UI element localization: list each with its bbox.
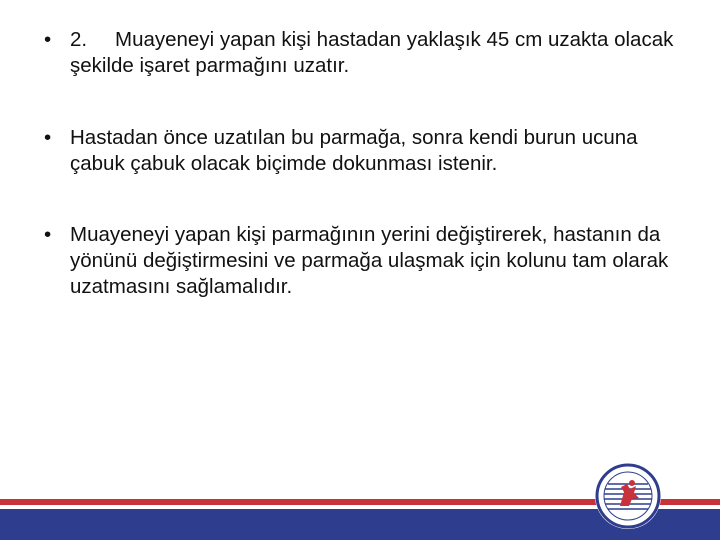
bullet-number: 2. xyxy=(70,28,88,51)
bullet-dot: • xyxy=(44,126,52,149)
bullet-item xyxy=(44,222,684,300)
university-seal-icon xyxy=(594,462,662,530)
bullet-text: Muayeneyi yapan kişi parmağının yerini değiştirerek, hastanın da yönünü değiştirmesini ve parmağa ulaşmak için kolunu tam olarak uzatmasını sağlamalıdır. xyxy=(70,223,669,298)
bullet-item xyxy=(44,125,684,177)
bullet-body: Muayeneyi yapan kişi hastadan yaklaşık 45 cm uzakta olacak şekilde işaret parmağını uzatır. xyxy=(70,28,674,77)
bullet-item xyxy=(44,27,684,79)
bullet-text xyxy=(44,27,684,79)
bullet-text: Hastadan önce uzatılan bu parmağa, sonra kendi burun ucuna çabuk çabuk olacak biçimde dokunması istenir. xyxy=(70,126,638,175)
bullet-dot: • xyxy=(44,223,52,246)
bullet-dot: • xyxy=(44,28,52,51)
